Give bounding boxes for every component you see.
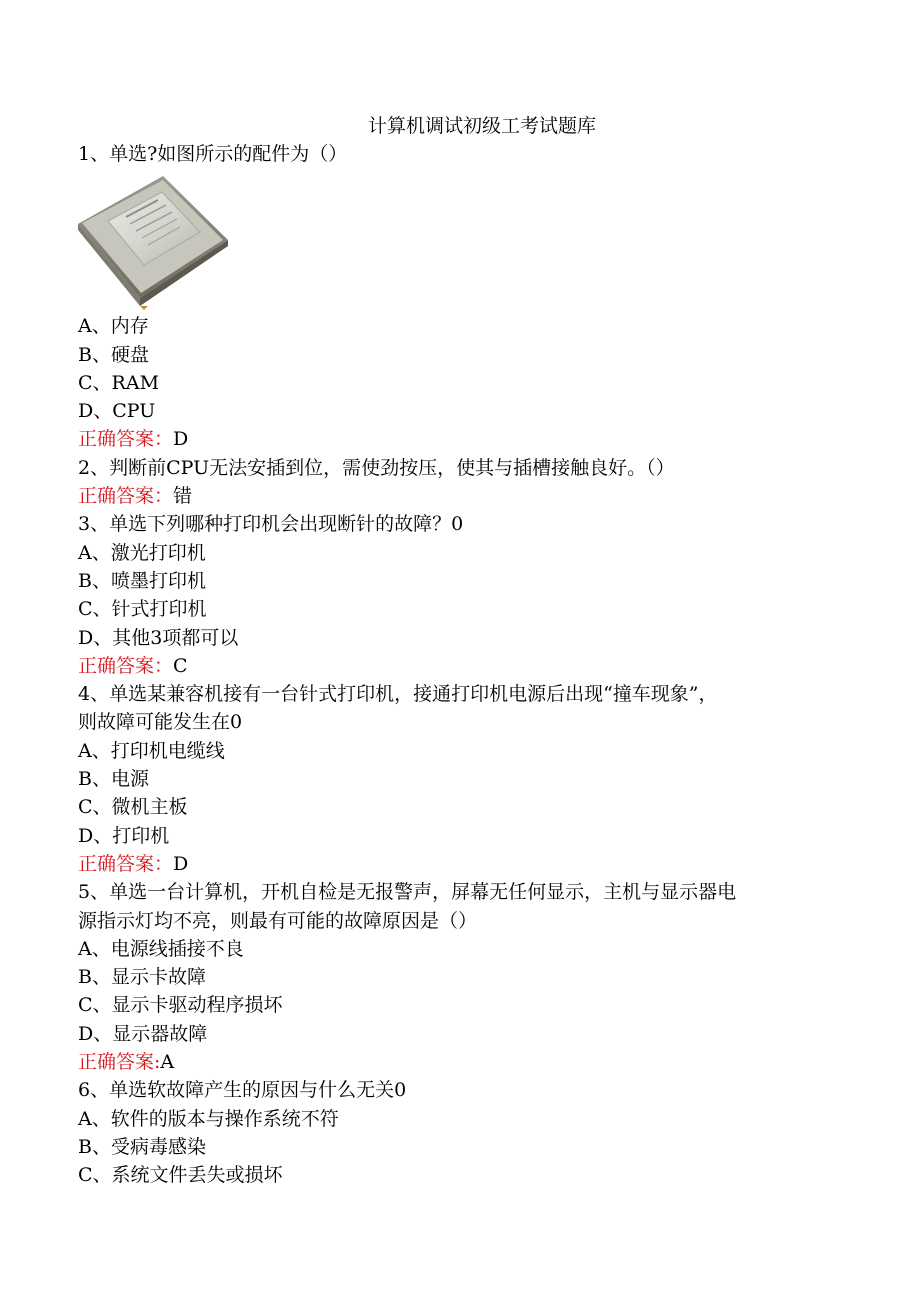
answer-option: D、显示器故障 [78,1022,208,1045]
correct-answer-label: 正确答案： [78,485,174,508]
answer-option: C、系统文件丢失或损坏 [78,1164,283,1187]
question-stem: 1、单选?如图所示的配件为（） [78,143,348,165]
answer-option: B、电源 [78,768,149,791]
answer-option: C、微机主板 [78,796,188,819]
question-stem: 4、单选某兼容机接有一台针式打印机，接通打印机电源后出现“撞车现象”， [78,683,718,706]
correct-answer-label: 正确答案： [78,428,174,451]
correct-answer-value: D [173,428,189,451]
answer-option: C、RAM [78,371,160,394]
answer-option: D、打印机 [78,824,170,847]
correct-answer-label: 正确答案: [78,1051,161,1074]
answer-option: A、内存 [78,315,149,338]
answer-option: B、受病毒感染 [78,1135,206,1158]
question-stem: 6、单选软故障产生的原因与什么无关0 [78,1079,407,1102]
correct-answer [78,482,858,510]
answer-option: B、显示卡故障 [78,966,206,989]
question-list [78,140,858,1190]
correct-answer [78,425,858,453]
answer-option: B、喷墨打印机 [78,569,206,592]
correct-answer [78,652,858,680]
answer-option: A、打印机电缆线 [78,739,225,762]
question-stem: 2、判断前CPU无法安插到位，需使劲按压，使其与插槽接触良好。（） [78,456,675,479]
question-stem: 源指示灯均不亮，则最有可能的故障原因是（） [78,909,478,932]
question-figure [78,174,228,310]
correct-answer-value: A [160,1051,175,1074]
answer-option: C、针式打印机 [78,598,207,621]
answer-option: D、其他3项都可以 [78,626,239,649]
correct-answer-value: 错 [173,485,193,508]
correct-answer-value: D [173,852,189,875]
correct-answer-label: 正确答案： [78,852,174,875]
correct-answer [78,1048,858,1076]
document-page [78,112,858,1190]
question-stem: 则故障可能发生在0 [78,711,243,734]
correct-answer-label: 正确答案： [78,654,174,677]
correct-answer [78,850,858,878]
correct-answer-value: C [173,654,188,677]
answer-option: C、显示卡驱动程序损坏 [78,994,283,1017]
answer-option: D、CPU [78,400,156,423]
answer-option: A、电源线插接不良 [78,937,244,960]
question-stem: 3、单选下列哪种打印机会出现断针的故障？0 [78,513,464,536]
answer-option: B、硬盘 [78,343,149,366]
question-stem: 5、单选一台计算机，开机自检是无报警声，屏幕无任何显示，主机与显示器电 [78,881,737,904]
document-title: 计算机调试初级工考试题库 [367,115,596,137]
answer-option: A、激光打印机 [78,541,206,564]
answer-option: A、软件的版本与操作系统不符 [78,1107,339,1130]
cpu-chip-figure [78,174,228,310]
